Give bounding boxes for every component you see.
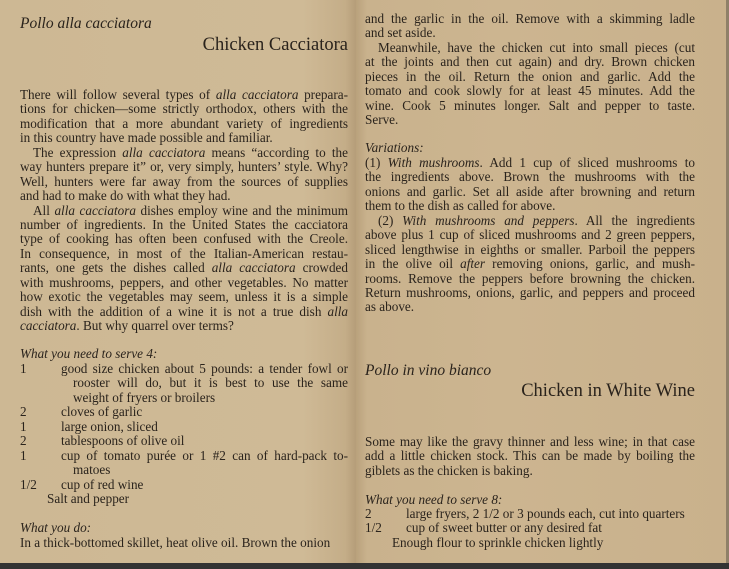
text-line: pieces in the oil. Return the onion and garlic. Add the [365, 68, 695, 84]
text-line: Meanwhile, have the chicken cut into small pieces (cut [378, 39, 695, 55]
ingredient-line [365, 507, 695, 521]
left-page [0, 0, 356, 563]
ingredient-text: cup of red wine [61, 476, 144, 492]
ingredient-line [20, 449, 348, 463]
text-line: cacciatora. But why quarrel over terms? [20, 318, 234, 333]
ingredient-quantity: 1/2 [20, 476, 37, 492]
text-line: them to the dish as called for above. [365, 198, 556, 214]
ingredient-line [20, 362, 348, 376]
ingredient-text: matoes [73, 462, 111, 478]
variations-text [365, 156, 695, 315]
text-line: giblets as the chicken is baking. [365, 462, 533, 478]
ingredient-quantity: 2 [20, 433, 27, 449]
text-line: wine. Cook 5 minutes longer. Salt and pepper to taste. [365, 97, 695, 113]
text-line: modification that a more abundant variety of ingredients [20, 115, 348, 131]
text-line: Well, hunters were far away from the sources of supplies [20, 173, 348, 189]
text-line: above plus 1 cup of sliced mushrooms and 2 green peppers, [365, 227, 695, 243]
ingredient-line [20, 463, 348, 477]
ingredient-quantity: 2 [365, 506, 372, 521]
ingredient-text: large fryers, 2 1/2 or 3 pounds each, cut into quarters [406, 506, 685, 521]
ingredient-line [365, 536, 695, 550]
ingredient-quantity: 1 [20, 361, 27, 376]
text-line: rooms. Remove the peppers before browning the chicken. [365, 270, 695, 286]
text-line: sliced lengthwise in eighths or smaller. Parboil the peppers [365, 241, 695, 257]
text-line: how exotic the vegetables may seem, unless it is a simple [20, 289, 348, 305]
text-line: the ingredients above. Brown the mushrooms with the [365, 169, 695, 185]
ingredient-line [365, 521, 695, 535]
ingredient-quantity: 1/2 [365, 520, 382, 536]
text-line: in the olive oil after removing onions, garlic, and mush- [365, 256, 695, 272]
bottom-bar [0, 563, 729, 569]
text-line: number of ingredients. In the United States the cacciatora [20, 216, 348, 232]
ingredient-line [20, 492, 348, 506]
text-line: There will follow several types of alla cacciatora prepara- [20, 87, 349, 102]
ingredient-text: large onion, sliced [61, 418, 158, 434]
text-line: In consequence, in most of the Italian-American restau- [20, 245, 348, 261]
text-line: at the joints and then cut again) and dry. Brown chicken [365, 54, 695, 70]
ingredient-text: weight of fryers or broilers [73, 389, 216, 405]
ingredient-text: Enough flour to sprinkle chicken lightly [392, 534, 604, 550]
text-line: as above. [365, 299, 415, 315]
ingredient-text: good size chicken about 5 pounds: a tender fowl or [61, 361, 348, 376]
text-line: type of cooking has often been confused with the Creole. [20, 231, 348, 247]
text-line: add a little chicken stock. This can be made by boiling the [365, 448, 695, 464]
text-line: and the garlic in the oil. Remove with a skimming ladle [365, 11, 695, 26]
text-line: The expression alla cacciatora means “according to the [33, 144, 348, 160]
ingredient-line [20, 405, 348, 419]
text-line: way hunters prepare it” or, very simply, hunters’ style. Why? [20, 159, 348, 175]
text-line: dish with the addition of a wine it is not a true dish alla [20, 303, 349, 319]
recipe-english-title: Chicken Cacciatora [202, 35, 348, 55]
intro-text [20, 88, 348, 333]
ingredient-quantity: 2 [20, 404, 27, 420]
text-line: (2) With mushrooms and peppers. All the ingredients [378, 212, 695, 228]
ingredient-text: cup of sweet butter or any desired fat [406, 520, 602, 536]
text-line: and set aside. [365, 25, 436, 41]
ingredient-quantity: 1 [20, 418, 27, 434]
right-page [356, 0, 726, 563]
text-line: All alla cacciatora dishes employ wine and the minimum [33, 202, 348, 218]
method-continued [365, 12, 695, 128]
text-line: (1) With mushrooms. Add 1 cup of sliced mushrooms to [365, 155, 695, 170]
ingredient-line [20, 478, 348, 492]
ingredient-text: tablespoons of olive oil [61, 433, 185, 449]
ingredient-text: Salt and pepper [47, 490, 130, 506]
recipe2-italian-title: Pollo in vino bianco [365, 362, 492, 379]
recipe2-ingredients-heading: What you need to serve 8: [365, 492, 503, 507]
variations-heading: Variations: [365, 140, 424, 155]
text-line: In a thick-bottomed skillet, heat olive oil. Brown the onion [20, 535, 331, 550]
text-line: Return mushrooms, onions, garlic, and peppers and proceed [365, 284, 695, 300]
ingredient-text: rooster will do, but it is best to use the same [73, 375, 348, 391]
ingredient-text: cup of tomato purée or 1 #2 can of hard-pack to- [61, 447, 348, 463]
text-line: tions for chicken—some strictly orthodox, others with the [20, 101, 348, 117]
text-line: Some may like the gravy thinner and less wine; in that case [365, 434, 695, 449]
method-heading: What you do: [20, 520, 92, 535]
recipe2-english-title: Chicken in White Wine [521, 381, 695, 401]
text-line: Serve. [365, 112, 399, 128]
text-line: onions and garlic. Set all aside after browning and return [365, 183, 695, 199]
text-line: rants, one gets the dishes called alla cacciatora crowded [20, 260, 348, 276]
ingredient-line [20, 420, 348, 434]
recipe-italian-title: Pollo alla cacciatora [20, 15, 152, 32]
text-line: tomato and cook slowly for at least 45 minutes. Add the [365, 83, 695, 99]
text-line: in this country have made possible and familiar. [20, 130, 273, 146]
ingredient-quantity: 1 [20, 447, 27, 463]
ingredient-line [20, 376, 348, 390]
ingredients-heading: What you need to serve 4: [20, 346, 158, 361]
ingredient-line [20, 434, 348, 448]
ingredient-line [20, 391, 348, 405]
recipe2-ingredients-list [365, 507, 695, 550]
recipe2-intro [365, 435, 695, 478]
method-text [20, 536, 348, 550]
text-line: and had to make do with what they had. [20, 188, 231, 204]
ingredient-text: cloves of garlic [61, 404, 143, 420]
text-line: with mushrooms, peppers, and other vegetables. No matter [20, 274, 348, 290]
ingredients-list [20, 362, 348, 506]
